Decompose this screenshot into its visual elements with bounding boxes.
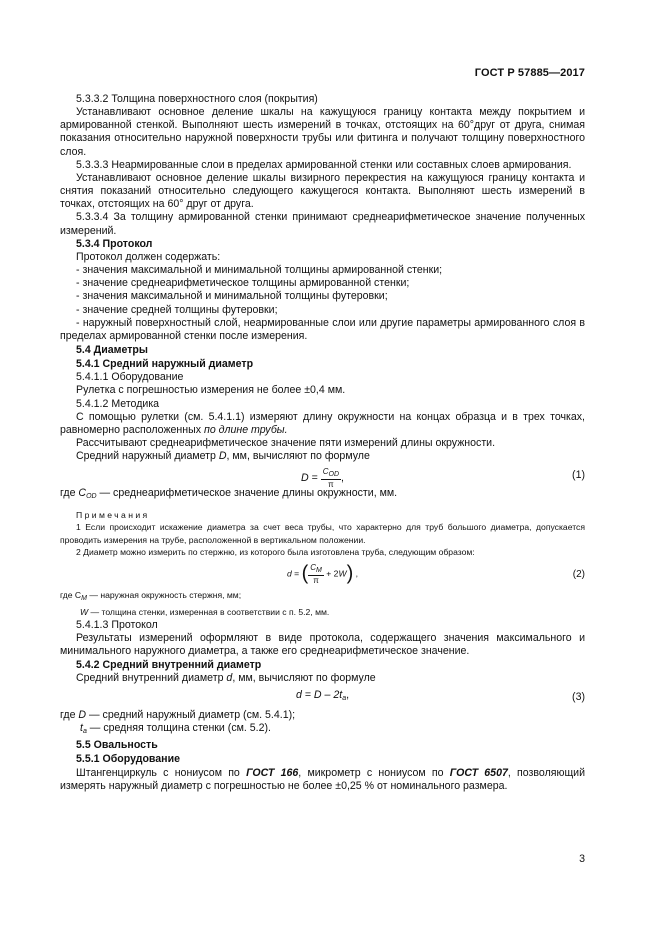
notes-title: Примечания (76, 509, 150, 520)
text-run: — средняя толщина стенки (см. 5.2). (86, 722, 271, 735)
formula-explanation (60, 487, 585, 503)
note-item: 1 Если происходит искажение диаметра за счет веса трубы, что характерно для труб большого диаметра, допускается проводить измерения на трубе, расположенной в вертикальном положении. (60, 522, 585, 545)
paragraph: Протокол должен содержать: (76, 250, 221, 263)
text-run: где (60, 487, 79, 500)
formula-2 (60, 559, 585, 589)
variable: C (310, 562, 317, 572)
text-run: Средний внутренний диаметр (76, 671, 227, 684)
subscript: a (82, 728, 87, 736)
paragraph: Результаты измерений оформляют в виде протокола, содержащего значения максимального и минимального наружного диаметра, а также его среднеарифметическое значение. (60, 632, 585, 658)
list-item: - значение средней толщины футеровки; (76, 303, 278, 316)
section-heading: 5.4.1.3 Протокол (76, 619, 158, 632)
text-run: , микрометр с нониусом по (298, 766, 450, 779)
formula-number: (2) (572, 568, 585, 580)
formula-explanation (60, 589, 585, 606)
section-heading: 5.4.1 Средний наружный диаметр (76, 358, 254, 371)
text-run: — наружная окружность стержня, мм; (86, 589, 242, 600)
paragraph (60, 767, 585, 793)
standard-reference: ГОСТ 166 (246, 766, 299, 779)
formula-1 (60, 463, 585, 490)
variable: W (80, 606, 89, 617)
text-run: — среднеарифметическое значение длины окружности, мм. (96, 487, 398, 500)
variable: d (286, 568, 292, 579)
operator: = (291, 568, 302, 579)
paragraph (60, 450, 585, 463)
section-heading: 5.4.2 Средний внутренний диаметр (76, 658, 262, 671)
operator: + 2 (323, 568, 339, 579)
paragraph (60, 411, 585, 437)
formula-expression (60, 467, 585, 489)
fraction (308, 563, 324, 585)
variable: C (322, 467, 329, 477)
formula-expression (60, 689, 585, 705)
formula-explanation (60, 606, 585, 619)
variable: d (226, 671, 233, 684)
formula-explanation (60, 709, 585, 722)
text-run: по длине трубы. (204, 423, 288, 436)
formula-3 (60, 685, 585, 709)
text-run: Штангенциркуль с нониусом по (76, 766, 247, 779)
punctuation: , (346, 688, 350, 701)
paragraph: Устанавливают основное деление шкалы на кажущуюся границу контакта между покрытием и армированной стенкой. Выполняют шесть измерений в точках, отстоящих на 60°друг от друга, снимая показания относительно наружной поверхности трубы или фитинга и получают толщину поверхностного слоя. (60, 106, 585, 158)
paragraph: 5.3.3.4 За толщину армированной стенки принимают среднеарифметическое значение полученных измерений. (60, 211, 585, 237)
section-heading: 5.4 Диаметры (76, 343, 148, 356)
punctuation: , (353, 568, 359, 579)
formula-number: (3) (572, 690, 585, 703)
variable: t (80, 722, 83, 735)
constant: π (313, 575, 319, 585)
section-heading: 5.4.1.2 Методика (76, 397, 160, 410)
text-run: С помощью рулетки (см. 5.4.1.1) измеряют длину окружности на концах образца и в трех точках, равномерно расположенных (60, 410, 585, 436)
list-item: - наружный поверхностный слой, неармированные слои или другие параметры армированного слоя в пределах армированной стенки после измерения. (60, 316, 585, 342)
text-run: Средний наружный диаметр (76, 450, 219, 463)
expression: d = D – 2t (295, 688, 343, 701)
variable: D (78, 708, 87, 721)
note-item: 2 Диаметр можно измерить по стержню, из которого была изготовлена труба, следующим образом: (76, 547, 475, 558)
text-run: — средний наружный диаметр (см. 5.4.1); (86, 708, 296, 721)
text-run: — толщина стенки, измеренная в соответствии с п. 5.2, мм. (88, 606, 330, 617)
section-heading: 5.3.4 Протокол (76, 237, 153, 250)
formula-expression: d = ( $\frac{C_M}{\pi}$ + 2W) , (286, 562, 359, 585)
notes-block (60, 509, 585, 619)
variable: D (218, 450, 227, 463)
standard-reference: ГОСТ 6507 (449, 766, 508, 779)
section-heading: 5.5 Овальность (76, 739, 158, 752)
punctuation: , (341, 472, 344, 485)
fraction (321, 467, 341, 489)
formula-explanation (60, 722, 585, 738)
document-header: ГОСТ Р 57885—2017 (474, 67, 585, 79)
subscript: M (81, 594, 87, 602)
text-run: где (60, 708, 79, 721)
text-run: где C (60, 589, 82, 600)
text-run: , позволяющий измерять наружный диаметр с погрешностью не более ±0,25 % от номинального размера. (60, 766, 585, 792)
subscript: M (316, 566, 322, 574)
section-heading: 5.3.3.2 Толщина поверхностного слоя (покрытия) (76, 93, 318, 105)
variable: W (338, 568, 347, 579)
variable: D (301, 472, 309, 485)
operator: = (308, 472, 321, 485)
paragraph: Рулетка с погрешностью измерения не более ±0,4 мм. (76, 384, 346, 397)
variable: C (78, 487, 87, 500)
subscript: a (342, 694, 347, 702)
section-heading: 5.4.1.1 Оборудование (76, 371, 184, 384)
subscript: OD (86, 493, 97, 501)
page-number: 3 (579, 853, 585, 865)
section-heading: 5.5.1 Оборудование (76, 753, 180, 766)
subscript: OD (328, 471, 340, 479)
paragraph: Устанавливают основное деление шкалы визирного перекрестия на кажущуюся границу контакта и снятия показаний относительно следующего кажущегося контакта. Выполняют шесть измерений в точках, отстоящих на 60° друг от друга. (60, 171, 585, 211)
text-run: , мм, вычисляют по формуле (232, 671, 376, 684)
document-body (60, 93, 585, 793)
paragraph: Рассчитывают среднеарифметическое значение пяти измерений длины окружности. (76, 437, 496, 450)
list-item: - значения максимальной и минимальной толщины футеровки; (76, 290, 388, 303)
paragraph (60, 672, 585, 685)
list-item: - значения максимальной и минимальной толщины армированной стенки; (76, 264, 443, 277)
section-heading: 5.3.3.3 Неармированные слои в пределах армированной стенки или составных слоев армирования. (76, 158, 572, 171)
text-run: , мм, вычисляют по формуле (226, 450, 370, 463)
list-item: - значение среднеарифметическое толщины армированной стенки; (76, 277, 410, 290)
constant: π (328, 480, 334, 490)
formula-number: (1) (572, 469, 585, 482)
